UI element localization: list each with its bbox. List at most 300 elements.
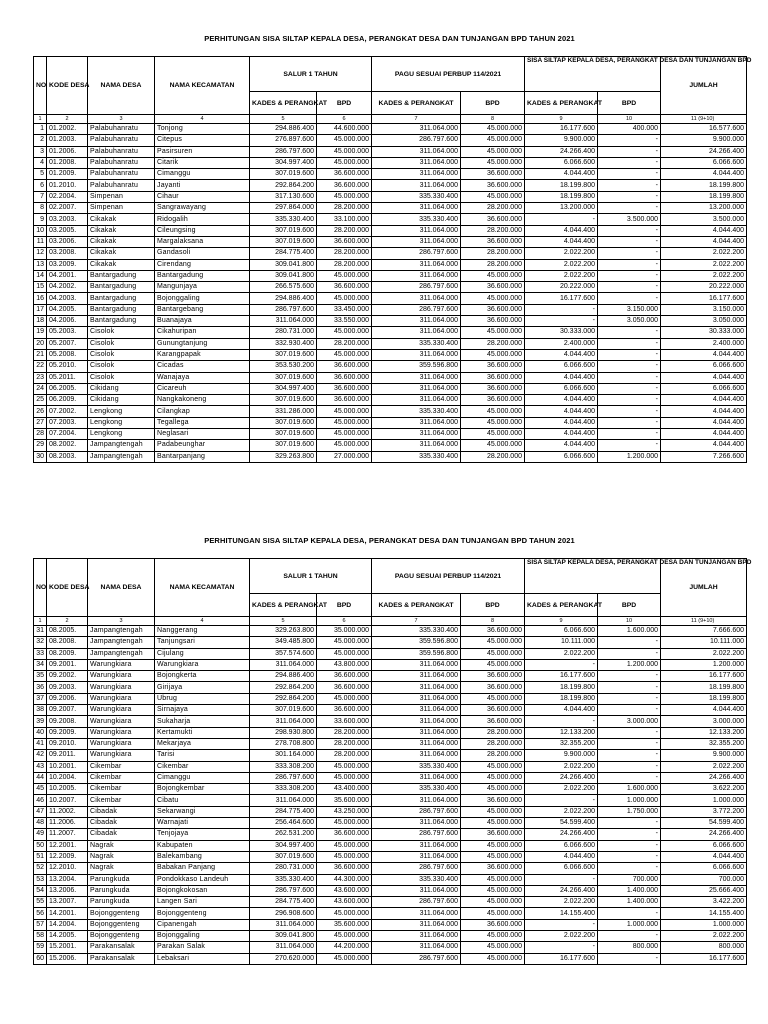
cell-pagu-kades: 311.064.000 (372, 942, 461, 953)
cell-salur-kades: 286.797.600 (250, 772, 317, 783)
cell-no: 43 (34, 761, 47, 772)
cell-salur-kades: 292.864.200 (250, 693, 317, 704)
cell-sisa-kades: 4.044.400 (525, 705, 598, 716)
cell-no: 7 (34, 191, 47, 202)
cell-salur-bpd: 33.550.000 (317, 316, 372, 327)
cell-kode-desa: 05.2003. (47, 327, 88, 338)
cell-pagu-kades: 311.064.000 (372, 750, 461, 761)
cell-kode-desa: 02.2004. (47, 191, 88, 202)
table-row (34, 169, 747, 180)
cell-pagu-kades: 311.064.000 (372, 885, 461, 896)
cell-nama-kecamatan: Kabupaten (155, 840, 250, 851)
cell-kode-desa: 06.2009. (47, 395, 88, 406)
cell-salur-kades: 311.064.000 (250, 659, 317, 670)
cell-nama-kecamatan: Tegallega (155, 417, 250, 428)
cell-salur-kades: 280.731.000 (250, 327, 317, 338)
cell-sisa-bpd: - (598, 705, 661, 716)
cell-jumlah: 4.044.400 (661, 225, 747, 236)
cell-sisa-bpd: - (598, 146, 661, 157)
column-number: 5 (250, 617, 317, 626)
cell-nama-kecamatan: Nanggerang (155, 626, 250, 637)
cell-no: 26 (34, 406, 47, 417)
cell-nama-kecamatan: Bantargadung (155, 270, 250, 281)
cell-nama-kecamatan: Lebaksari (155, 953, 250, 964)
cell-sisa-bpd: - (598, 225, 661, 236)
cell-no: 58 (34, 931, 47, 942)
cell-no: 21 (34, 349, 47, 360)
cell-pagu-kades: 311.064.000 (372, 738, 461, 749)
cell-salur-kades: 333.308.200 (250, 784, 317, 795)
cell-salur-kades: 311.064.000 (250, 795, 317, 806)
cell-sisa-kades: 32.355.200 (525, 738, 598, 749)
cell-kode-desa: 08.2003. (47, 451, 88, 462)
cell-pagu-kades: 335.330.400 (372, 451, 461, 462)
cell-salur-bpd: 28.200.000 (317, 750, 372, 761)
cell-pagu-bpd: 36.600.000 (461, 716, 525, 727)
header-sisa-kades: KADES & PERANGKAT (525, 92, 598, 115)
cell-pagu-bpd: 45.000.000 (461, 693, 525, 704)
cell-no: 52 (34, 863, 47, 874)
cell-salur-bpd: 45.000.000 (317, 293, 372, 304)
cell-salur-kades: 311.064.000 (250, 316, 317, 327)
cell-salur-bpd: 36.600.000 (317, 682, 372, 693)
cell-salur-kades: 262.531.200 (250, 829, 317, 840)
cell-no: 51 (34, 851, 47, 862)
header-pagu-bpd: BPD (461, 92, 525, 115)
cell-kode-desa: 10.2005. (47, 784, 88, 795)
cell-nama-desa: Lengkong (88, 406, 155, 417)
cell-nama-desa: Warungkiara (88, 705, 155, 716)
cell-pagu-kades: 311.064.000 (372, 417, 461, 428)
cell-salur-kades: 332.930.400 (250, 338, 317, 349)
cell-nama-kecamatan: Neglasari (155, 429, 250, 440)
cell-sisa-kades: 4.044.400 (525, 225, 598, 236)
cell-pagu-bpd: 36.600.000 (461, 214, 525, 225)
cell-pagu-kades: 311.064.000 (372, 293, 461, 304)
cell-nama-desa: Palabuhanratu (88, 169, 155, 180)
cell-kode-desa: 10.2001. (47, 761, 88, 772)
cell-nama-kecamatan: Cimanggu (155, 772, 250, 783)
cell-salur-bpd: 28.200.000 (317, 203, 372, 214)
cell-pagu-bpd: 28.200.000 (461, 259, 525, 270)
cell-sisa-kades: - (525, 304, 598, 315)
cell-nama-desa: Cikakak (88, 214, 155, 225)
cell-nama-kecamatan: Langen Sari (155, 897, 250, 908)
table-row (34, 214, 747, 225)
cell-sisa-bpd: - (598, 157, 661, 168)
cell-pagu-kades: 311.064.000 (372, 727, 461, 738)
cell-salur-bpd: 33.600.000 (317, 716, 372, 727)
cell-sisa-bpd: - (598, 671, 661, 682)
cell-pagu-kades: 335.330.400 (372, 214, 461, 225)
table-row (34, 851, 747, 862)
cell-nama-desa: Parungkuda (88, 885, 155, 896)
cell-salur-bpd: 45.000.000 (317, 135, 372, 146)
cell-nama-kecamatan: Karangpapak (155, 349, 250, 360)
cell-salur-kades: 357.574.600 (250, 648, 317, 659)
cell-salur-kades: 353.530.200 (250, 361, 317, 372)
column-number: 4 (155, 115, 250, 124)
cell-no: 1 (34, 124, 47, 135)
table-row (34, 293, 747, 304)
cell-nama-kecamatan: Cicadas (155, 361, 250, 372)
cell-nama-desa: Cikembar (88, 772, 155, 783)
cell-salur-kades: 294.886.400 (250, 124, 317, 135)
cell-pagu-kades: 311.064.000 (372, 327, 461, 338)
table-row (34, 146, 747, 157)
cell-no: 60 (34, 953, 47, 964)
cell-pagu-bpd: 36.600.000 (461, 919, 525, 930)
cell-nama-kecamatan: Ubrug (155, 693, 250, 704)
cell-nama-kecamatan: Bojongkerta (155, 671, 250, 682)
cell-salur-bpd: 45.000.000 (317, 327, 372, 338)
cell-pagu-kades: 359.596.800 (372, 637, 461, 648)
cell-nama-kecamatan: Jayanti (155, 180, 250, 191)
cell-kode-desa: 10.2004. (47, 772, 88, 783)
cell-jumlah: 1.000.000 (661, 795, 747, 806)
cell-jumlah: 3.772.200 (661, 806, 747, 817)
table-row (34, 874, 747, 885)
cell-salur-bpd: 45.000.000 (317, 772, 372, 783)
cell-jumlah: 4.044.400 (661, 406, 747, 417)
cell-jumlah: 9.900.000 (661, 135, 747, 146)
cell-sisa-bpd: - (598, 259, 661, 270)
cell-no: 18 (34, 316, 47, 327)
cell-nama-desa: Parungkuda (88, 897, 155, 908)
cell-kode-desa: 08.2005. (47, 626, 88, 637)
cell-sisa-kades: 6.066.600 (525, 451, 598, 462)
cell-jumlah: 2.022.200 (661, 259, 747, 270)
cell-pagu-kades: 286.797.600 (372, 282, 461, 293)
data-table (33, 56, 752, 463)
cell-pagu-bpd: 45.000.000 (461, 429, 525, 440)
cell-nama-desa: Palabuhanratu (88, 124, 155, 135)
cell-nama-desa: Cikidang (88, 395, 155, 406)
cell-no: 12 (34, 248, 47, 259)
table-row (34, 750, 747, 761)
table-row (34, 840, 747, 851)
cell-pagu-kades: 311.064.000 (372, 440, 461, 451)
cell-salur-kades: 307.019.600 (250, 417, 317, 428)
cell-kode-desa: 07.2002. (47, 406, 88, 417)
cell-kode-desa: 04.2002. (47, 282, 88, 293)
cell-salur-bpd: 33.100.000 (317, 214, 372, 225)
cell-sisa-bpd: - (598, 270, 661, 281)
cell-pagu-kades: 286.797.600 (372, 806, 461, 817)
cell-salur-kades: 307.019.600 (250, 225, 317, 236)
cell-nama-kecamatan: Bojonggenteng (155, 908, 250, 919)
cell-nama-kecamatan: Nangkakoneng (155, 395, 250, 406)
cell-pagu-bpd: 28.200.000 (461, 203, 525, 214)
cell-salur-bpd: 43.250.000 (317, 806, 372, 817)
cell-sisa-kades: 18.199.800 (525, 191, 598, 202)
column-number: 10 (598, 617, 661, 626)
cell-nama-desa: Cikembar (88, 761, 155, 772)
cell-no: 2 (34, 135, 47, 146)
cell-sisa-bpd: 1.000.000 (598, 795, 661, 806)
cell-nama-kecamatan: Babakan Panjang (155, 863, 250, 874)
cell-sisa-kades: 4.044.400 (525, 406, 598, 417)
cell-sisa-kades: - (525, 716, 598, 727)
column-number: 6 (317, 115, 372, 124)
cell-pagu-kades: 359.596.800 (372, 648, 461, 659)
cell-pagu-bpd: 28.200.000 (461, 750, 525, 761)
cell-pagu-kades: 335.330.400 (372, 338, 461, 349)
table-row (34, 772, 747, 783)
table-row (34, 383, 747, 394)
cell-nama-kecamatan: Sukaharja (155, 716, 250, 727)
cell-nama-kecamatan: Cihaur (155, 191, 250, 202)
cell-salur-kades: 335.330.400 (250, 874, 317, 885)
header-pagu: PAGU SESUAI PERBUP 114/2021 (372, 57, 525, 92)
cell-no: 56 (34, 908, 47, 919)
cell-sisa-kades: - (525, 214, 598, 225)
cell-kode-desa: 09.2002. (47, 671, 88, 682)
cell-sisa-bpd: - (598, 953, 661, 964)
cell-kode-desa: 03.2008. (47, 248, 88, 259)
cell-sisa-kades: 2.022.200 (525, 270, 598, 281)
cell-pagu-bpd: 45.000.000 (461, 897, 525, 908)
cell-kode-desa: 04.2005. (47, 304, 88, 315)
column-number: 9 (525, 617, 598, 626)
header-nama-kecamatan: NAMA KECAMATAN (155, 559, 250, 617)
cell-sisa-bpd: - (598, 406, 661, 417)
cell-salur-bpd: 36.600.000 (317, 829, 372, 840)
cell-pagu-bpd: 45.000.000 (461, 840, 525, 851)
cell-no: 32 (34, 637, 47, 648)
cell-nama-kecamatan: Cipanengah (155, 919, 250, 930)
cell-sisa-kades: - (525, 795, 598, 806)
cell-nama-desa: Cikakak (88, 236, 155, 247)
cell-nama-desa: Parakansalak (88, 942, 155, 953)
cell-nama-desa: Warungkiara (88, 750, 155, 761)
cell-pagu-bpd: 45.000.000 (461, 761, 525, 772)
cell-jumlah: 4.044.400 (661, 236, 747, 247)
column-number-row (34, 617, 747, 626)
cell-no: 49 (34, 829, 47, 840)
column-number: 7 (372, 617, 461, 626)
cell-nama-desa: Bojonggenteng (88, 919, 155, 930)
cell-pagu-bpd: 45.000.000 (461, 293, 525, 304)
header-salur: SALUR 1 TAHUN (250, 57, 372, 92)
column-number: 3 (88, 617, 155, 626)
cell-kode-desa: 01.2006. (47, 146, 88, 157)
table-row (34, 648, 747, 659)
cell-kode-desa: 11.2006. (47, 818, 88, 829)
cell-kode-desa: 01.2010. (47, 180, 88, 191)
cell-sisa-kades: 30.333.000 (525, 327, 598, 338)
cell-sisa-kades: 6.066.600 (525, 361, 598, 372)
cell-no: 9 (34, 214, 47, 225)
table-row (34, 659, 747, 670)
cell-jumlah: 7.666.600 (661, 626, 747, 637)
cell-jumlah: 4.044.400 (661, 851, 747, 862)
table-row (34, 135, 747, 146)
cell-no: 39 (34, 716, 47, 727)
cell-sisa-bpd: - (598, 693, 661, 704)
cell-pagu-bpd: 36.600.000 (461, 395, 525, 406)
cell-no: 15 (34, 282, 47, 293)
cell-salur-kades: 292.864.200 (250, 180, 317, 191)
cell-jumlah: 16.177.600 (661, 953, 747, 964)
cell-no: 55 (34, 897, 47, 908)
cell-jumlah: 6.066.600 (661, 863, 747, 874)
cell-pagu-kades: 311.064.000 (372, 349, 461, 360)
cell-jumlah: 54.599.400 (661, 818, 747, 829)
cell-pagu-kades: 335.330.400 (372, 761, 461, 772)
cell-pagu-bpd: 45.000.000 (461, 327, 525, 338)
header-no: NO (34, 57, 47, 115)
table-row (34, 338, 747, 349)
cell-salur-bpd: 45.000.000 (317, 693, 372, 704)
cell-salur-kades: 286.797.600 (250, 146, 317, 157)
cell-pagu-bpd: 45.000.000 (461, 659, 525, 670)
cell-jumlah: 3.000.000 (661, 716, 747, 727)
table-row (34, 761, 747, 772)
cell-jumlah: 2.022.200 (661, 270, 747, 281)
cell-nama-kecamatan: Mekarjaya (155, 738, 250, 749)
cell-salur-bpd: 45.000.000 (317, 840, 372, 851)
cell-nama-desa: Nagrak (88, 851, 155, 862)
cell-no: 59 (34, 942, 47, 953)
cell-kode-desa: 09.2006. (47, 693, 88, 704)
cell-kode-desa: 09.2007. (47, 705, 88, 716)
cell-sisa-bpd: - (598, 417, 661, 428)
cell-no: 46 (34, 795, 47, 806)
cell-salur-bpd: 28.200.000 (317, 248, 372, 259)
cell-nama-desa: Cibadak (88, 818, 155, 829)
cell-no: 38 (34, 705, 47, 716)
cell-salur-kades: 329.263.800 (250, 626, 317, 637)
cell-sisa-kades: 9.900.000 (525, 135, 598, 146)
cell-pagu-bpd: 36.600.000 (461, 180, 525, 191)
header-pagu: PAGU SESUAI PERBUP 114/2021 (372, 559, 525, 594)
cell-jumlah: 2.022.200 (661, 248, 747, 259)
cell-salur-bpd: 45.000.000 (317, 429, 372, 440)
cell-pagu-bpd: 36.600.000 (461, 383, 525, 394)
cell-nama-desa: Bantargadung (88, 293, 155, 304)
cell-nama-desa: Cikembar (88, 795, 155, 806)
cell-kode-desa: 12.2010. (47, 863, 88, 874)
cell-nama-desa: Palabuhanratu (88, 146, 155, 157)
header-sisa-bpd: BPD (598, 594, 661, 617)
table-row (34, 316, 747, 327)
cell-nama-desa: Parungkuda (88, 874, 155, 885)
cell-nama-desa: Parakansalak (88, 953, 155, 964)
cell-sisa-bpd: - (598, 863, 661, 874)
cell-jumlah: 6.066.600 (661, 361, 747, 372)
table-row (34, 349, 747, 360)
cell-pagu-kades: 311.064.000 (372, 203, 461, 214)
cell-pagu-bpd: 45.000.000 (461, 406, 525, 417)
table-row (34, 429, 747, 440)
cell-no: 33 (34, 648, 47, 659)
cell-pagu-kades: 311.064.000 (372, 395, 461, 406)
cell-jumlah: 18.199.800 (661, 682, 747, 693)
table-row (34, 180, 747, 191)
cell-kode-desa: 12.2001. (47, 840, 88, 851)
cell-pagu-kades: 311.064.000 (372, 851, 461, 862)
cell-nama-kecamatan: Warnajati (155, 818, 250, 829)
cell-nama-desa: Warungkiara (88, 682, 155, 693)
cell-jumlah: 18.199.800 (661, 180, 747, 191)
cell-jumlah: 16.177.600 (661, 293, 747, 304)
cell-sisa-bpd: - (598, 682, 661, 693)
cell-nama-kecamatan: Tarisi (155, 750, 250, 761)
cell-no: 54 (34, 885, 47, 896)
cell-nama-kecamatan: Wanajaya (155, 372, 250, 383)
cell-no: 37 (34, 693, 47, 704)
cell-nama-desa: Bantargadung (88, 304, 155, 315)
cell-no: 41 (34, 738, 47, 749)
cell-salur-bpd: 45.000.000 (317, 648, 372, 659)
table-row (34, 361, 747, 372)
cell-nama-kecamatan: Cicareuh (155, 383, 250, 394)
cell-kode-desa: 09.2001. (47, 659, 88, 670)
cell-no: 30 (34, 451, 47, 462)
cell-sisa-kades: 54.599.400 (525, 818, 598, 829)
cell-sisa-bpd: - (598, 338, 661, 349)
cell-kode-desa: 05.2010. (47, 361, 88, 372)
cell-sisa-kades: 6.066.600 (525, 840, 598, 851)
cell-pagu-kades: 311.064.000 (372, 259, 461, 270)
table-row (34, 863, 747, 874)
cell-nama-desa: Simpenan (88, 191, 155, 202)
cell-salur-kades: 284.775.400 (250, 806, 317, 817)
cell-jumlah: 4.044.400 (661, 705, 747, 716)
cell-pagu-kades: 311.064.000 (372, 716, 461, 727)
cell-salur-kades: 296.908.600 (250, 908, 317, 919)
header-salur: SALUR 1 TAHUN (250, 559, 372, 594)
cell-salur-bpd: 28.200.000 (317, 727, 372, 738)
header-jumlah: JUMLAH (661, 559, 747, 617)
cell-sisa-bpd: 3.500.000 (598, 214, 661, 225)
cell-salur-bpd: 36.600.000 (317, 705, 372, 716)
cell-nama-desa: Warungkiara (88, 727, 155, 738)
cell-kode-desa: 09.2009. (47, 727, 88, 738)
table-row (34, 372, 747, 383)
cell-nama-kecamatan: Citepus (155, 135, 250, 146)
column-number: 2 (47, 115, 88, 124)
cell-kode-desa: 07.2003. (47, 417, 88, 428)
cell-no: 19 (34, 327, 47, 338)
cell-pagu-bpd: 45.000.000 (461, 648, 525, 659)
header-kode-desa: KODE DESA (47, 57, 88, 115)
cell-sisa-bpd: 1.400.000 (598, 885, 661, 896)
cell-salur-kades: 284.775.400 (250, 248, 317, 259)
cell-sisa-kades: 4.044.400 (525, 349, 598, 360)
cell-pagu-bpd: 36.600.000 (461, 304, 525, 315)
cell-sisa-kades: 6.066.600 (525, 383, 598, 394)
cell-nama-desa: Cisolok (88, 349, 155, 360)
cell-sisa-bpd: - (598, 327, 661, 338)
table-row (34, 626, 747, 637)
cell-kode-desa: 08.2002. (47, 440, 88, 451)
cell-salur-bpd: 36.600.000 (317, 671, 372, 682)
cell-sisa-kades: - (525, 316, 598, 327)
cell-salur-bpd: 36.600.000 (317, 395, 372, 406)
cell-jumlah: 4.044.400 (661, 169, 747, 180)
cell-jumlah: 3.622.200 (661, 784, 747, 795)
cell-jumlah: 3.500.000 (661, 214, 747, 225)
cell-no: 24 (34, 383, 47, 394)
cell-jumlah: 2.022.200 (661, 648, 747, 659)
cell-salur-kades: 307.019.600 (250, 440, 317, 451)
cell-salur-kades: 317.130.600 (250, 191, 317, 202)
cell-nama-kecamatan: Pasirsuren (155, 146, 250, 157)
table-row (34, 931, 747, 942)
cell-sisa-bpd: - (598, 727, 661, 738)
